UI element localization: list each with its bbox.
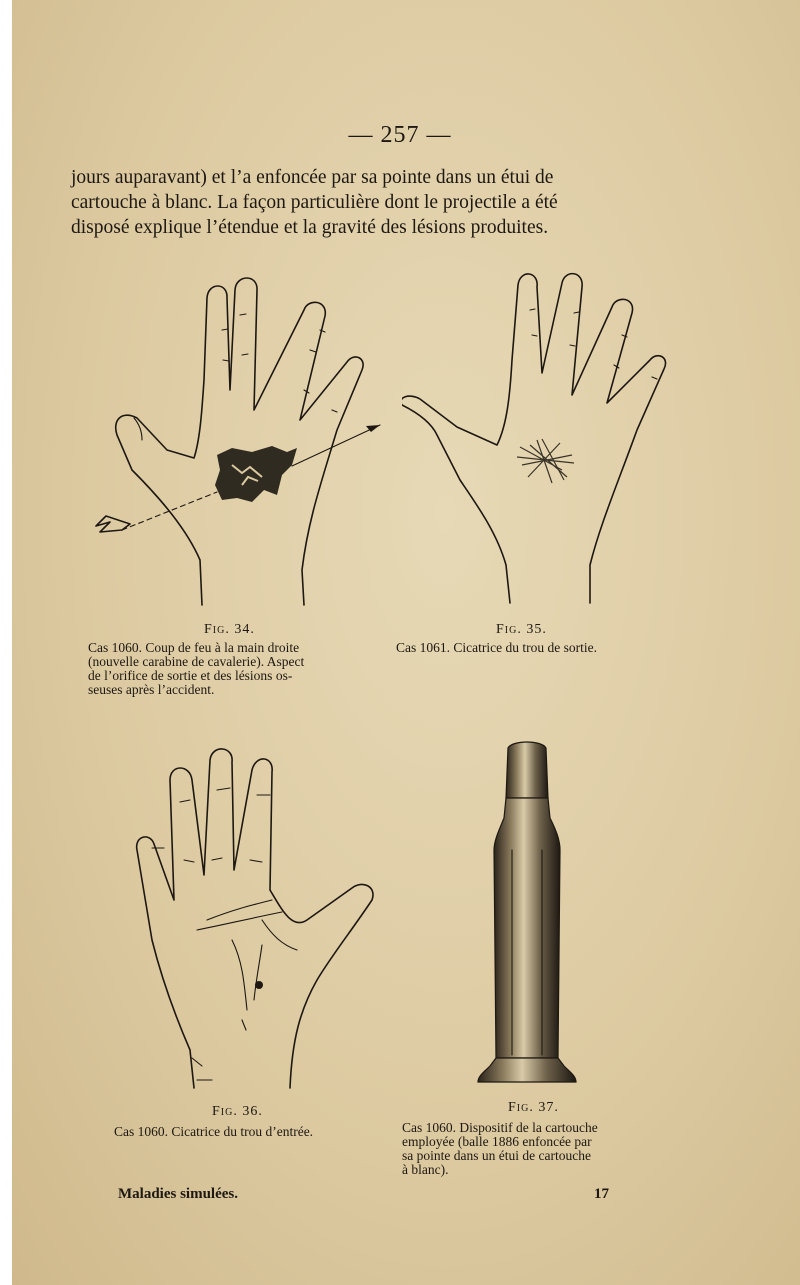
arrow-fletching bbox=[96, 516, 130, 532]
fig36-hand-illustration bbox=[122, 740, 402, 1092]
fig37-caption: Cas 1060. Dispositif de la cartouche employée (balle 1886 enfoncée par sa pointe dans un étui de cartouche à blanc). bbox=[402, 1120, 598, 1177]
fig34-hand-illustration bbox=[82, 270, 392, 610]
book-page bbox=[12, 0, 800, 1285]
page-number: — 257 — bbox=[348, 122, 452, 148]
fig36-caption: Cas 1060. Cicatrice du trou d’entrée. bbox=[114, 1124, 314, 1139]
fig37-label: Fig. 37. bbox=[508, 1100, 559, 1115]
fig36-label: Fig. 36. bbox=[212, 1104, 263, 1119]
fig35-hand-illustration bbox=[402, 265, 677, 610]
entry-wound-mark bbox=[255, 981, 263, 989]
footer-book-title: Maladies simulées. bbox=[118, 1186, 238, 1202]
intro-paragraph: jours auparavant) et l’a enfoncée par sa pointe dans un étui de cartouche à blanc. La façon particulière dont le projectile a été disposé explique l’étendue et la gravité des lésions produites. bbox=[71, 167, 558, 238]
fig34-label: Fig. 34. bbox=[204, 622, 255, 637]
fig35-caption: Cas 1061. Cicatrice du trou de sortie. bbox=[396, 640, 597, 655]
fig35-label: Fig. 35. bbox=[496, 622, 547, 637]
fig37-cartridge-illustration bbox=[472, 740, 592, 1090]
scar-mark bbox=[517, 439, 574, 483]
footer-signature-number: 17 bbox=[594, 1186, 609, 1202]
exit-wound-mark bbox=[215, 446, 297, 502]
fig34-caption: Cas 1060. Coup de feu à la main droite (nouvelle carabine de cavalerie). Aspect de l’orifice de sortie et des lésions os- seuses après l’accident. bbox=[88, 640, 305, 697]
